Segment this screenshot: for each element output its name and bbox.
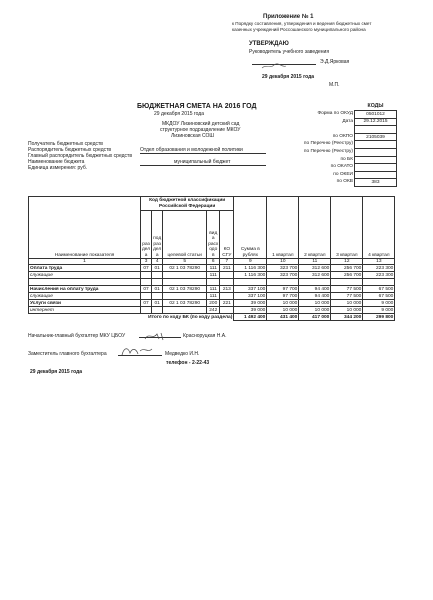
th-exptype: вид а расх одо в bbox=[207, 211, 220, 259]
row-q2: 10 000 bbox=[299, 307, 331, 314]
row-section: 07 bbox=[141, 300, 152, 307]
info-label-chief-manager: Главный распорядитель бюджетных средств bbox=[28, 153, 133, 159]
row-kosgu bbox=[220, 279, 234, 286]
row-target bbox=[163, 307, 207, 314]
row-section bbox=[141, 293, 152, 300]
th-target: целевой статьи bbox=[163, 211, 207, 259]
row-subsection: 01 bbox=[152, 265, 163, 272]
phone: телефон - 2-22-43 bbox=[166, 360, 210, 366]
th-name: Наименование показателя bbox=[29, 197, 141, 259]
row-q2 bbox=[299, 279, 331, 286]
th-code-group: Код бюджетной классификации Российской Федерации bbox=[141, 197, 234, 211]
col-num: 11 bbox=[299, 259, 331, 265]
col-num: 9 bbox=[234, 259, 267, 265]
code-value-registry-2 bbox=[355, 148, 397, 156]
row-q4: 9 000 bbox=[363, 300, 395, 307]
th-kosgu: КО СГУ bbox=[220, 211, 234, 259]
row-name: Оплата труда bbox=[29, 265, 141, 272]
row-target bbox=[163, 272, 207, 279]
row-subsection bbox=[152, 293, 163, 300]
table-row-communications bbox=[29, 300, 395, 307]
col-num: 12 bbox=[331, 259, 363, 265]
row-subsection: 01 bbox=[152, 286, 163, 293]
row-q3: 10 000 bbox=[331, 300, 363, 307]
th-q4: 4 квартал bbox=[363, 197, 395, 259]
row-kosgu bbox=[220, 272, 234, 279]
row-target bbox=[163, 293, 207, 300]
row-target: 02 1 03 78290 bbox=[163, 300, 207, 307]
total-q1: 431 400 bbox=[267, 314, 299, 321]
deputy-signature-line bbox=[118, 344, 162, 356]
row-section bbox=[141, 279, 152, 286]
row-exptype: 200 bbox=[207, 300, 220, 307]
col-num: 7 bbox=[220, 259, 234, 265]
table-row-accruals bbox=[29, 286, 395, 293]
col-num: 6 bbox=[207, 259, 220, 265]
row-sum: 1 116 300 bbox=[234, 265, 267, 272]
approve-name: Э.Д.Ярковая bbox=[320, 59, 350, 65]
row-subsection: 01 bbox=[152, 300, 163, 307]
col-num: 3 bbox=[141, 259, 152, 265]
row-target: 02 1 03 78290 bbox=[163, 286, 207, 293]
row-section bbox=[141, 307, 152, 314]
row-target: 02 1 03 78290 bbox=[163, 265, 207, 272]
code-value-bk bbox=[355, 156, 397, 164]
row-q2: 94 400 bbox=[299, 293, 331, 300]
code-label-registry-1: по Перечню (Реестру) bbox=[303, 141, 353, 147]
footer-date: 29 декабря 2015 года bbox=[30, 369, 83, 375]
doc-date: 29 декабря 2015 года bbox=[154, 111, 205, 117]
row-q1: 10 000 bbox=[267, 307, 299, 314]
approve-signature-line bbox=[252, 57, 316, 65]
th-q2: 2 квартал bbox=[299, 197, 331, 259]
row-q3: 77 500 bbox=[331, 293, 363, 300]
row-q1: 10 000 bbox=[267, 300, 299, 307]
row-q3: 77 500 bbox=[331, 286, 363, 293]
row-section: 07 bbox=[141, 265, 152, 272]
row-q4: 9 000 bbox=[363, 307, 395, 314]
row-q3: 256 700 bbox=[331, 272, 363, 279]
code-label-registry-2: по Перечню (Реестру) bbox=[303, 149, 353, 154]
th-q1: 1 квартал bbox=[267, 197, 299, 259]
col-num: 4 bbox=[152, 259, 163, 265]
row-kosgu: 211 bbox=[220, 265, 234, 272]
row-kosgu: 213 bbox=[220, 286, 234, 293]
code-value-registry-1 bbox=[355, 141, 397, 149]
deputy-signature bbox=[118, 345, 162, 357]
code-label-date: Дата bbox=[342, 118, 353, 124]
code-label-okv: по ОКВ bbox=[336, 179, 353, 185]
code-value-blank bbox=[355, 126, 397, 134]
col-num: 13 bbox=[363, 259, 395, 265]
row-sum: 337 100 bbox=[234, 286, 267, 293]
row-q1: 97 700 bbox=[267, 286, 299, 293]
row-subsection bbox=[152, 272, 163, 279]
table-row-salary bbox=[29, 265, 395, 272]
row-q4: 223 300 bbox=[363, 265, 395, 272]
info-label-recipient: Получатель бюджетных средств bbox=[28, 141, 103, 147]
row-q1: 323 700 bbox=[267, 272, 299, 279]
chief-accountant-label: Начальник-главный бухгалтер МКУ ЦБОУ bbox=[28, 333, 126, 339]
row-sum: 39 000 bbox=[234, 300, 267, 307]
row-q2: 10 000 bbox=[299, 300, 331, 307]
code-value-okv: 383 bbox=[355, 179, 397, 187]
table-row-accruals-staff bbox=[29, 293, 395, 300]
org-line1: МКДОУ Лизиновский детский сад bbox=[162, 121, 240, 127]
approve-title: УТВЕРЖДАЮ bbox=[249, 41, 289, 47]
info-label-manager: Распорядитель бюджетных средств bbox=[28, 147, 112, 153]
row-exptype bbox=[207, 279, 220, 286]
row-q4 bbox=[363, 279, 395, 286]
code-label-okud: Форма по ОКУД bbox=[317, 111, 353, 116]
code-label-okpo: по ОКПО bbox=[332, 133, 353, 139]
row-q4: 67 500 bbox=[363, 293, 395, 300]
row-name: Начисления на оплату труда bbox=[29, 286, 141, 293]
total-sum: 1 492 400 bbox=[234, 314, 267, 321]
row-name: интернет bbox=[29, 307, 141, 314]
appendix-line2: казенных учреждений Россошанского муниципального района bbox=[232, 27, 366, 32]
codes-table bbox=[354, 110, 397, 187]
th-sum: Сумма в рублях bbox=[234, 197, 267, 259]
info-label-unit: Единица измерения: руб. bbox=[28, 165, 88, 171]
table-row-total bbox=[29, 314, 395, 321]
row-subsection bbox=[152, 279, 163, 286]
code-value-okpo: 2105039 bbox=[355, 133, 397, 141]
row-sum: 39 000 bbox=[234, 307, 267, 314]
appendix-line1: к Порядку составления, утверждения и ведения бюджетных смет bbox=[232, 21, 372, 26]
row-section bbox=[141, 272, 152, 279]
appendix-title: Приложение № 1 bbox=[263, 14, 314, 20]
row-name: служащие bbox=[29, 293, 141, 300]
row-q2: 312 600 bbox=[299, 272, 331, 279]
row-section: 07 bbox=[141, 286, 152, 293]
row-q1: 97 700 bbox=[267, 293, 299, 300]
row-q3 bbox=[331, 279, 363, 286]
code-label-okato: по ОКАТО bbox=[330, 164, 353, 170]
row-sum bbox=[234, 279, 267, 286]
chief-accountant-name: Красноруцкая Н.А. bbox=[183, 333, 227, 339]
row-q1: 323 700 bbox=[267, 265, 299, 272]
code-label-okei: по ОКЕИ bbox=[333, 171, 353, 177]
row-sum: 1 116 300 bbox=[234, 272, 267, 279]
col-num: 1 bbox=[29, 259, 141, 265]
row-q2: 94 400 bbox=[299, 286, 331, 293]
row-q3: 10 000 bbox=[331, 307, 363, 314]
table-row-empty bbox=[29, 279, 395, 286]
row-q1 bbox=[267, 279, 299, 286]
codes-header: КОДЫ bbox=[367, 103, 384, 109]
approve-signature bbox=[252, 62, 316, 70]
total-q3: 344 200 bbox=[331, 314, 363, 321]
row-q3: 256 700 bbox=[331, 265, 363, 272]
row-exptype: 242 bbox=[207, 307, 220, 314]
table-row-salary-staff bbox=[29, 272, 395, 279]
row-name: Услуги связи bbox=[29, 300, 141, 307]
row-q2: 312 600 bbox=[299, 265, 331, 272]
code-value-okei bbox=[355, 171, 397, 179]
row-subsection bbox=[152, 307, 163, 314]
row-q4: 223 300 bbox=[363, 272, 395, 279]
total-q4: 299 800 bbox=[363, 314, 395, 321]
col-num: 5 bbox=[163, 259, 207, 265]
row-exptype: 111 bbox=[207, 265, 220, 272]
th-section: раз дел а bbox=[141, 211, 152, 259]
total-q2: 417 000 bbox=[299, 314, 331, 321]
chief-accountant-signature bbox=[139, 331, 181, 341]
total-label: Итого по коду БК (по коду раздела) bbox=[148, 314, 233, 320]
row-kosgu bbox=[220, 293, 234, 300]
org-line2: структурное подразделение МКОУ bbox=[160, 127, 241, 133]
doc-title: БЮДЖЕТНАЯ СМЕТА НА 2016 ГОД bbox=[137, 103, 257, 110]
row-target bbox=[163, 279, 207, 286]
row-name: служащие bbox=[29, 272, 141, 279]
info-value-budget: муниципальный бюджет bbox=[140, 159, 266, 166]
info-value-manager: Отдел образования и молодежной политики bbox=[140, 147, 266, 154]
row-exptype: 111 bbox=[207, 272, 220, 279]
table-row-internet bbox=[29, 307, 395, 314]
budget-table bbox=[28, 196, 395, 321]
seal-label: М.П. bbox=[329, 82, 340, 88]
code-value-okud: 0501012 bbox=[355, 111, 397, 119]
code-value-okato bbox=[355, 164, 397, 172]
approve-date: 29 декабря 2015 года bbox=[262, 74, 315, 80]
deputy-label: Заместитель главного бухгалтера bbox=[28, 351, 107, 357]
th-subsection: под раз дел а bbox=[152, 211, 163, 259]
approve-role: Руководитель учебного заведения bbox=[249, 49, 330, 55]
deputy-name: Медведко И.Н. bbox=[165, 351, 200, 357]
org-line3: Лизиновская СОШ bbox=[171, 133, 214, 139]
info-label-budget: Наименование бюджета bbox=[28, 159, 85, 165]
row-q4: 67 500 bbox=[363, 286, 395, 293]
code-value-date: 29.12.2015 bbox=[355, 118, 397, 126]
row-exptype: 111 bbox=[207, 286, 220, 293]
row-sum: 337 100 bbox=[234, 293, 267, 300]
chief-accountant-signature-line bbox=[139, 328, 181, 338]
row-exptype: 111 bbox=[207, 293, 220, 300]
row-kosgu: 221 bbox=[220, 300, 234, 307]
code-label-bk: по БК bbox=[340, 156, 353, 162]
col-num: 10 bbox=[267, 259, 299, 265]
row-kosgu bbox=[220, 307, 234, 314]
th-q3: 3 квартал bbox=[331, 197, 363, 259]
row-name bbox=[29, 279, 141, 286]
